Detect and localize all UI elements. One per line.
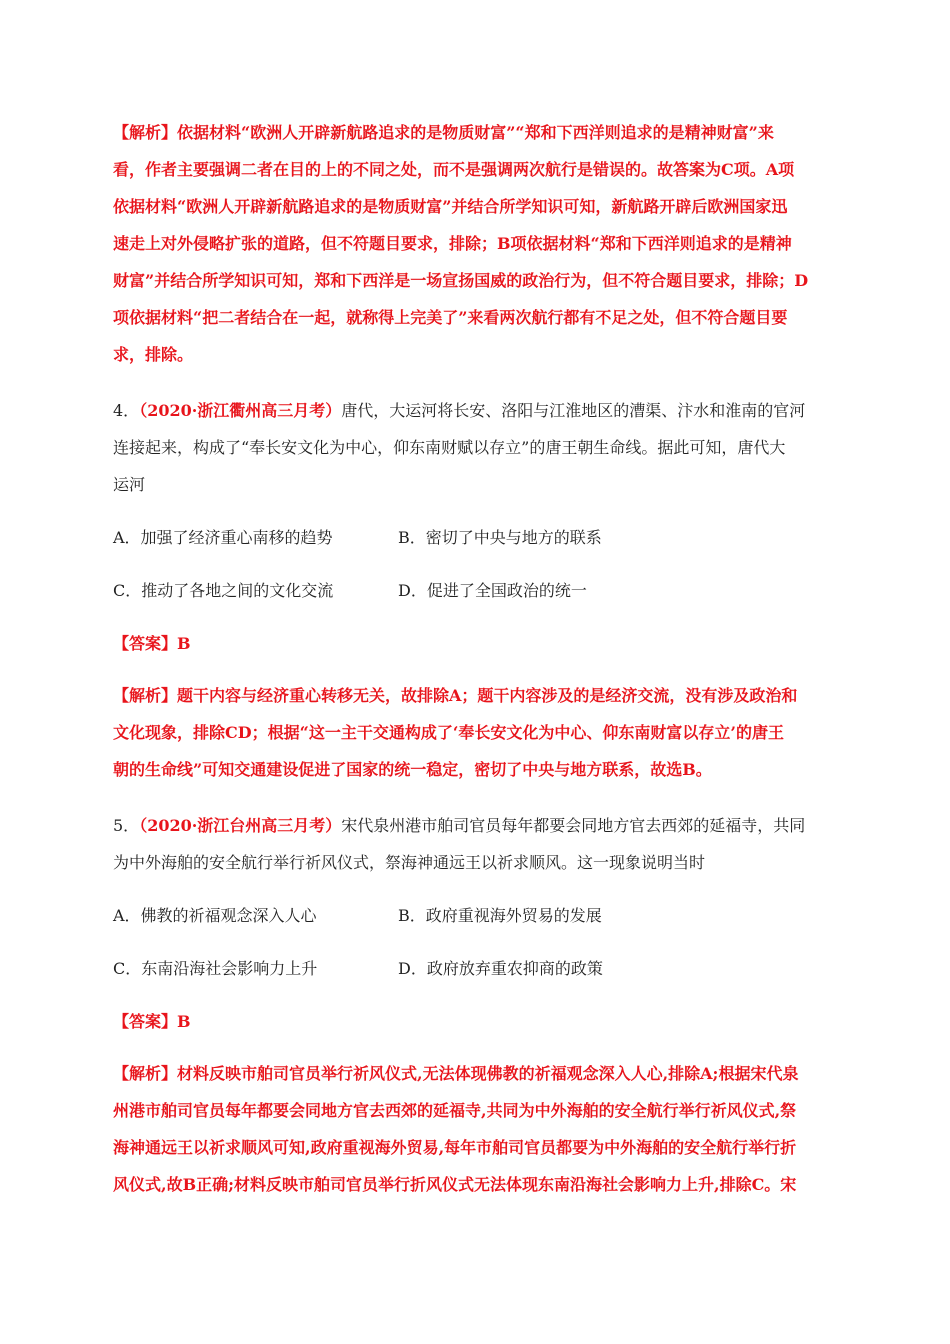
q4-option-d[interactable]: D．促进了全国政治的统一 — [398, 581, 587, 600]
analysis-line: 求，排除。 — [113, 345, 194, 364]
analysis-line: 海神通远王以祈求顺风可知,政府重视海外贸易,每年市舶司官员都要为中外海舶的安全航行举行折 — [113, 1138, 797, 1157]
q4-stem — [113, 392, 838, 503]
q5-option-d[interactable]: D．政府放弃重农抑商的政策 — [398, 959, 603, 978]
analysis-line: 看，作者主要强调二者在目的上的不同之处，而不是强调两次航行是错误的。故答案为C项。A项 — [113, 160, 795, 179]
analysis-line: 【解析】依据材料“欧洲人开辟新航路追求的是物质财富”“郑和下西洋则追求的是精神财富”来 — [113, 123, 774, 142]
q4-source: （2020·浙江衢州高三月考） — [139, 401, 342, 420]
q5-options-row-2 — [113, 954, 603, 984]
analysis-line: 速走上对外侵略扩张的道路，但不符题目要求，排除；B项依据材料“郑和下西洋则追求的是精神 — [113, 234, 792, 253]
q4-stem-line — [113, 392, 838, 429]
q4-option-c[interactable]: C．推动了各地之间的文化交流 — [113, 581, 334, 600]
analysis-line: 财富”并结合所学知识可知，郑和下西洋是一场宣扬国威的政治行为，但不符合题目要求，排除；D — [113, 271, 809, 290]
analysis-line: 依据材料“欧洲人开辟新航路追求的是物质财富”并结合所学知识可知，新航路开辟后欧洲国家迅 — [113, 197, 788, 216]
q4-option-b[interactable]: B．密切了中央与地方的联系 — [398, 528, 602, 547]
q4-stem-text: 唐代，大运河将长安、洛阳与江淮地区的漕渠、汴水和淮南的官河 — [341, 401, 806, 420]
q4-analysis — [113, 677, 838, 788]
q5-source: （2020·浙江台州高三月考） — [139, 816, 342, 835]
analysis-line: 风仪式,故B正确;材料反映市舶司官员举行折风仪式无法体现东南沿海社会影响力上升,排除C。宋 — [113, 1175, 797, 1194]
analysis-line: 【解析】题干内容与经济重心转移无关，故排除A；题干内容涉及的是经济交流，没有涉及政治和 — [113, 686, 798, 705]
analysis-line: 项依据材料“把二者结合在一起，就称得上完美了”来看两次航行都有不足之处，但不符合题目要 — [113, 308, 788, 327]
analysis-line: 朝的生命线”可知交通建设促进了国家的统一稳定，密切了中央与地方联系，故选B。 — [113, 760, 712, 779]
q4-option-a[interactable]: A．加强了经济重心南移的趋势 — [113, 528, 333, 547]
q4-number: 4． — [113, 401, 140, 420]
q3-analysis — [113, 114, 838, 373]
q4-stem-line: 运河 — [113, 475, 146, 494]
q4-stem-line: 连接起来，构成了“奉长安文化为中心，仰东南财赋以存立”的唐王朝生命线。据此可知，唐代大 — [113, 438, 786, 457]
q5-analysis — [113, 1055, 838, 1203]
q5-number: 5． — [113, 816, 140, 835]
q5-option-c[interactable]: C．东南沿海社会影响力上升 — [113, 959, 318, 978]
q5-stem — [113, 807, 838, 881]
analysis-line: 【解析】材料反映市舶司官员举行祈风仪式,无法体现佛教的祈福观念深入人心,排除A;根据宋代泉 — [113, 1064, 799, 1083]
analysis-line: 文化现象，排除CD；根据“这一主干交通构成了‘奉长安文化为中心、仰东南财富以存立’的唐王 — [113, 723, 784, 742]
analysis-line: 州港市舶司官员每年都要会同地方官去西郊的延福寺,共同为中外海舶的安全航行举行祈风仪式,祭 — [113, 1101, 797, 1120]
q5-options-row-1 — [113, 901, 602, 931]
q5-answer: 【答案】B — [113, 1012, 191, 1031]
q4-options-row-1 — [113, 523, 602, 553]
q4-options-row-2 — [113, 576, 587, 606]
q4-answer: 【答案】B — [113, 634, 191, 653]
q5-stem-line — [113, 807, 838, 844]
q5-stem-text: 宋代泉州港市舶司官员每年都要会同地方官去西郊的延福寺，共同 — [341, 816, 806, 835]
q5-option-a[interactable]: A．佛教的祈福观念深入人心 — [113, 906, 317, 925]
q5-stem-line: 为中外海舶的安全航行举行祈风仪式，祭海神通远王以祈求顺风。这一现象说明当时 — [113, 853, 706, 872]
q5-option-b[interactable]: B．政府重视海外贸易的发展 — [398, 906, 602, 925]
